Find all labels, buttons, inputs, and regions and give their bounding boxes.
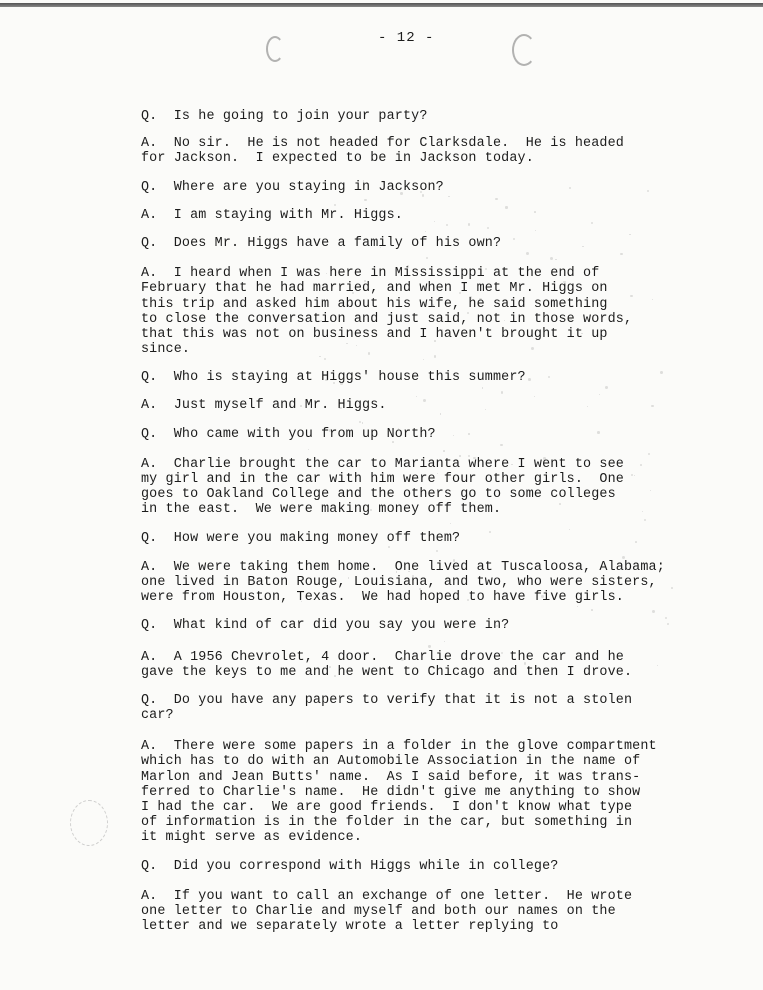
scan-speckle	[311, 480, 313, 482]
top-edge-rule	[0, 3, 763, 7]
qa-paragraph	[141, 266, 701, 357]
scan-speckle	[468, 433, 469, 434]
transcript-line: I had the car. We are good friends. I don't know what type	[141, 800, 633, 815]
qa-paragraph	[141, 560, 701, 606]
scan-speckle	[622, 556, 625, 559]
qa-paragraph	[141, 136, 701, 166]
scan-speckle	[422, 194, 424, 196]
scan-speckle	[634, 475, 635, 476]
scan-speckle	[370, 509, 372, 511]
scan-speckle	[453, 559, 455, 561]
scan-speckle	[548, 376, 550, 378]
scan-speckle	[482, 387, 483, 388]
transcript-line: for Jackson. I expected to be in Jackson today.	[141, 151, 534, 167]
scan-speckle	[487, 227, 489, 229]
punch-hole-mark-right	[512, 34, 536, 66]
qa-paragraph	[141, 859, 701, 874]
scan-speckle	[563, 281, 566, 284]
transcript-line: letter and we separately wrote a letter replying to	[141, 919, 559, 935]
transcript-line: A. There were some papers in a folder in the glove compartment	[141, 739, 657, 755]
scan-speckle	[526, 252, 529, 255]
scan-speckle	[671, 587, 673, 589]
transcript-line: A. If you want to call an exchange of one letter. He wrote	[141, 888, 633, 904]
scan-speckle	[543, 457, 545, 459]
scan-speckle	[437, 473, 438, 474]
qa-paragraph	[141, 427, 701, 442]
transcript-line: goes to Oakland College and the others go to some colleges	[141, 487, 616, 503]
qa-paragraph	[141, 693, 701, 723]
scan-speckle	[630, 295, 632, 297]
scan-speckle	[473, 457, 475, 459]
transcript-line: February that he had married, and when I met Mr. Higgs on	[141, 281, 608, 297]
transcript-line: this trip and asked him about his wife, he said something	[141, 296, 608, 312]
scan-speckle	[356, 345, 357, 346]
qa-paragraph	[141, 236, 701, 251]
scan-speckle	[407, 265, 409, 267]
scan-speckle	[363, 180, 364, 181]
scan-speckle	[660, 371, 663, 374]
transcript-line: in the east. We were making money off them.	[141, 502, 502, 518]
punch-hole-mark-left	[266, 36, 284, 62]
scan-speckle	[426, 257, 428, 259]
transcript-line: one lived in Baton Rouge, Louisiana, and two, who were sisters,	[141, 574, 657, 590]
transcript-line: since.	[141, 342, 191, 358]
scan-speckle	[339, 407, 341, 409]
qa-paragraph	[141, 618, 701, 633]
transcript-line: one letter to Charlie and myself and both our names on the	[141, 903, 616, 919]
scan-speckle	[657, 665, 658, 666]
qa-paragraph	[141, 650, 701, 680]
scan-speckle	[500, 444, 502, 446]
scan-speckle	[320, 320, 322, 322]
scan-speckle	[597, 431, 600, 434]
transcript-line: A. A 1956 Chevrolet, 4 door. Charlie drove the car and he	[141, 649, 624, 665]
transcript-line: were from Houston, Texas. We had hoped to have five girls.	[141, 590, 624, 606]
scan-speckle	[401, 658, 403, 660]
scan-speckle	[581, 333, 582, 334]
transcript-line: Q. Where are you staying in Jackson?	[141, 179, 444, 195]
transcript-line: which has to do with an Automobile Association in the name of	[141, 754, 641, 770]
transcript-line: Q. Who is staying at Higgs' house this summer?	[141, 370, 526, 386]
transcript-line: of information is in the folder in the car, but something in	[141, 815, 633, 831]
scan-speckle	[329, 666, 331, 668]
qa-paragraph	[141, 457, 701, 518]
scan-speckle	[650, 490, 651, 491]
scan-speckle	[559, 503, 561, 505]
page-number: - 12 -	[378, 30, 435, 46]
transcript-line: it might serve as evidence.	[141, 830, 363, 846]
scan-speckle	[513, 238, 515, 240]
transcript-line: Q. Do you have any papers to verify that it is not a stolen	[141, 692, 633, 708]
scan-speckle	[308, 449, 309, 450]
scan-speckle	[364, 199, 367, 202]
transcript-line: Q. Is he going to join your party?	[141, 109, 428, 124]
qa-paragraph	[141, 739, 701, 845]
scan-speckle	[501, 652, 503, 654]
qa-paragraph	[141, 208, 701, 223]
scan-speckle	[467, 312, 469, 314]
transcript-line: my girl and in the car with him were four other girls. One	[141, 472, 624, 487]
scan-speckle	[431, 304, 434, 307]
scan-speckle	[505, 206, 507, 208]
scan-speckle	[591, 609, 593, 611]
qa-paragraph	[141, 531, 701, 546]
transcript-line: A. Just myself and Mr. Higgs.	[141, 398, 387, 414]
transcript-line: A. No sir. He is not headed for Clarksdale. He is headed	[141, 136, 624, 152]
scan-speckle	[605, 386, 608, 389]
scan-speckle	[528, 378, 531, 381]
scan-speckle	[388, 546, 390, 548]
transcript-line: Q. Does Mr. Higgs have a family of his own?	[141, 235, 502, 251]
scan-speckle	[420, 191, 422, 193]
scan-speckle	[428, 645, 430, 647]
qa-paragraph	[141, 398, 701, 413]
scan-speckle	[333, 382, 335, 384]
transcript-body	[141, 96, 701, 934]
scan-speckle	[334, 204, 336, 206]
transcript-line: to close the conversation and just said, not in those words,	[141, 311, 633, 327]
scan-speckle	[434, 355, 437, 358]
scan-speckle	[504, 320, 505, 321]
scan-speckle	[412, 575, 413, 576]
transcript-line: Marlon and Jean Butts' name. As I said before, it was trans-	[141, 769, 641, 785]
transcript-line: Q. How were you making money off them?	[141, 530, 461, 546]
scan-speckle	[577, 606, 578, 607]
transcript-line: A. Charlie brought the car to Marianta where I went to see	[141, 456, 624, 472]
scan-speckle	[446, 224, 448, 226]
scan-speckle	[467, 599, 469, 601]
transcript-line: gave the keys to me and he went to Chicago and then I drove.	[141, 664, 633, 680]
transcript-line: A. I heard when I was here in Mississippi at the end of	[141, 266, 600, 282]
transcript-line: ferred to Charlie's name. He didn't give me anything to show	[141, 784, 641, 800]
scan-speckle	[392, 441, 394, 443]
qa-paragraph	[141, 109, 701, 124]
scan-speckle	[340, 382, 343, 385]
transcript-line: Q. Did you correspond with Higgs while in college?	[141, 858, 559, 874]
transcript-line: that this was not on business and I haven't brought it up	[141, 326, 608, 342]
scan-speckle	[524, 662, 526, 664]
transcript-line: Q. What kind of car did you say you were in?	[141, 618, 510, 634]
transcript-line: A. We were taking them home. One lived at Tuscaloosa, Alabama;	[141, 559, 665, 575]
scan-speckle	[423, 359, 424, 360]
scan-speckle	[434, 340, 436, 342]
scan-speckle	[569, 318, 572, 321]
margin-stain	[70, 800, 108, 846]
transcript-line: Q. Who came with you from up North?	[141, 426, 436, 442]
scan-speckle	[300, 405, 302, 407]
scan-speckle	[362, 422, 363, 423]
transcript-line: A. I am staying with Mr. Higgs.	[141, 207, 403, 223]
scan-speckle	[419, 588, 421, 590]
scan-speckle	[459, 455, 460, 456]
scan-speckle	[441, 329, 443, 331]
scan-speckle	[534, 211, 536, 213]
scan-speckle	[640, 464, 642, 466]
qa-paragraph	[141, 370, 701, 385]
transcript-line: car?	[141, 708, 174, 724]
scan-speckle	[479, 298, 482, 301]
scan-speckle	[350, 534, 352, 536]
qa-paragraph	[141, 889, 701, 935]
